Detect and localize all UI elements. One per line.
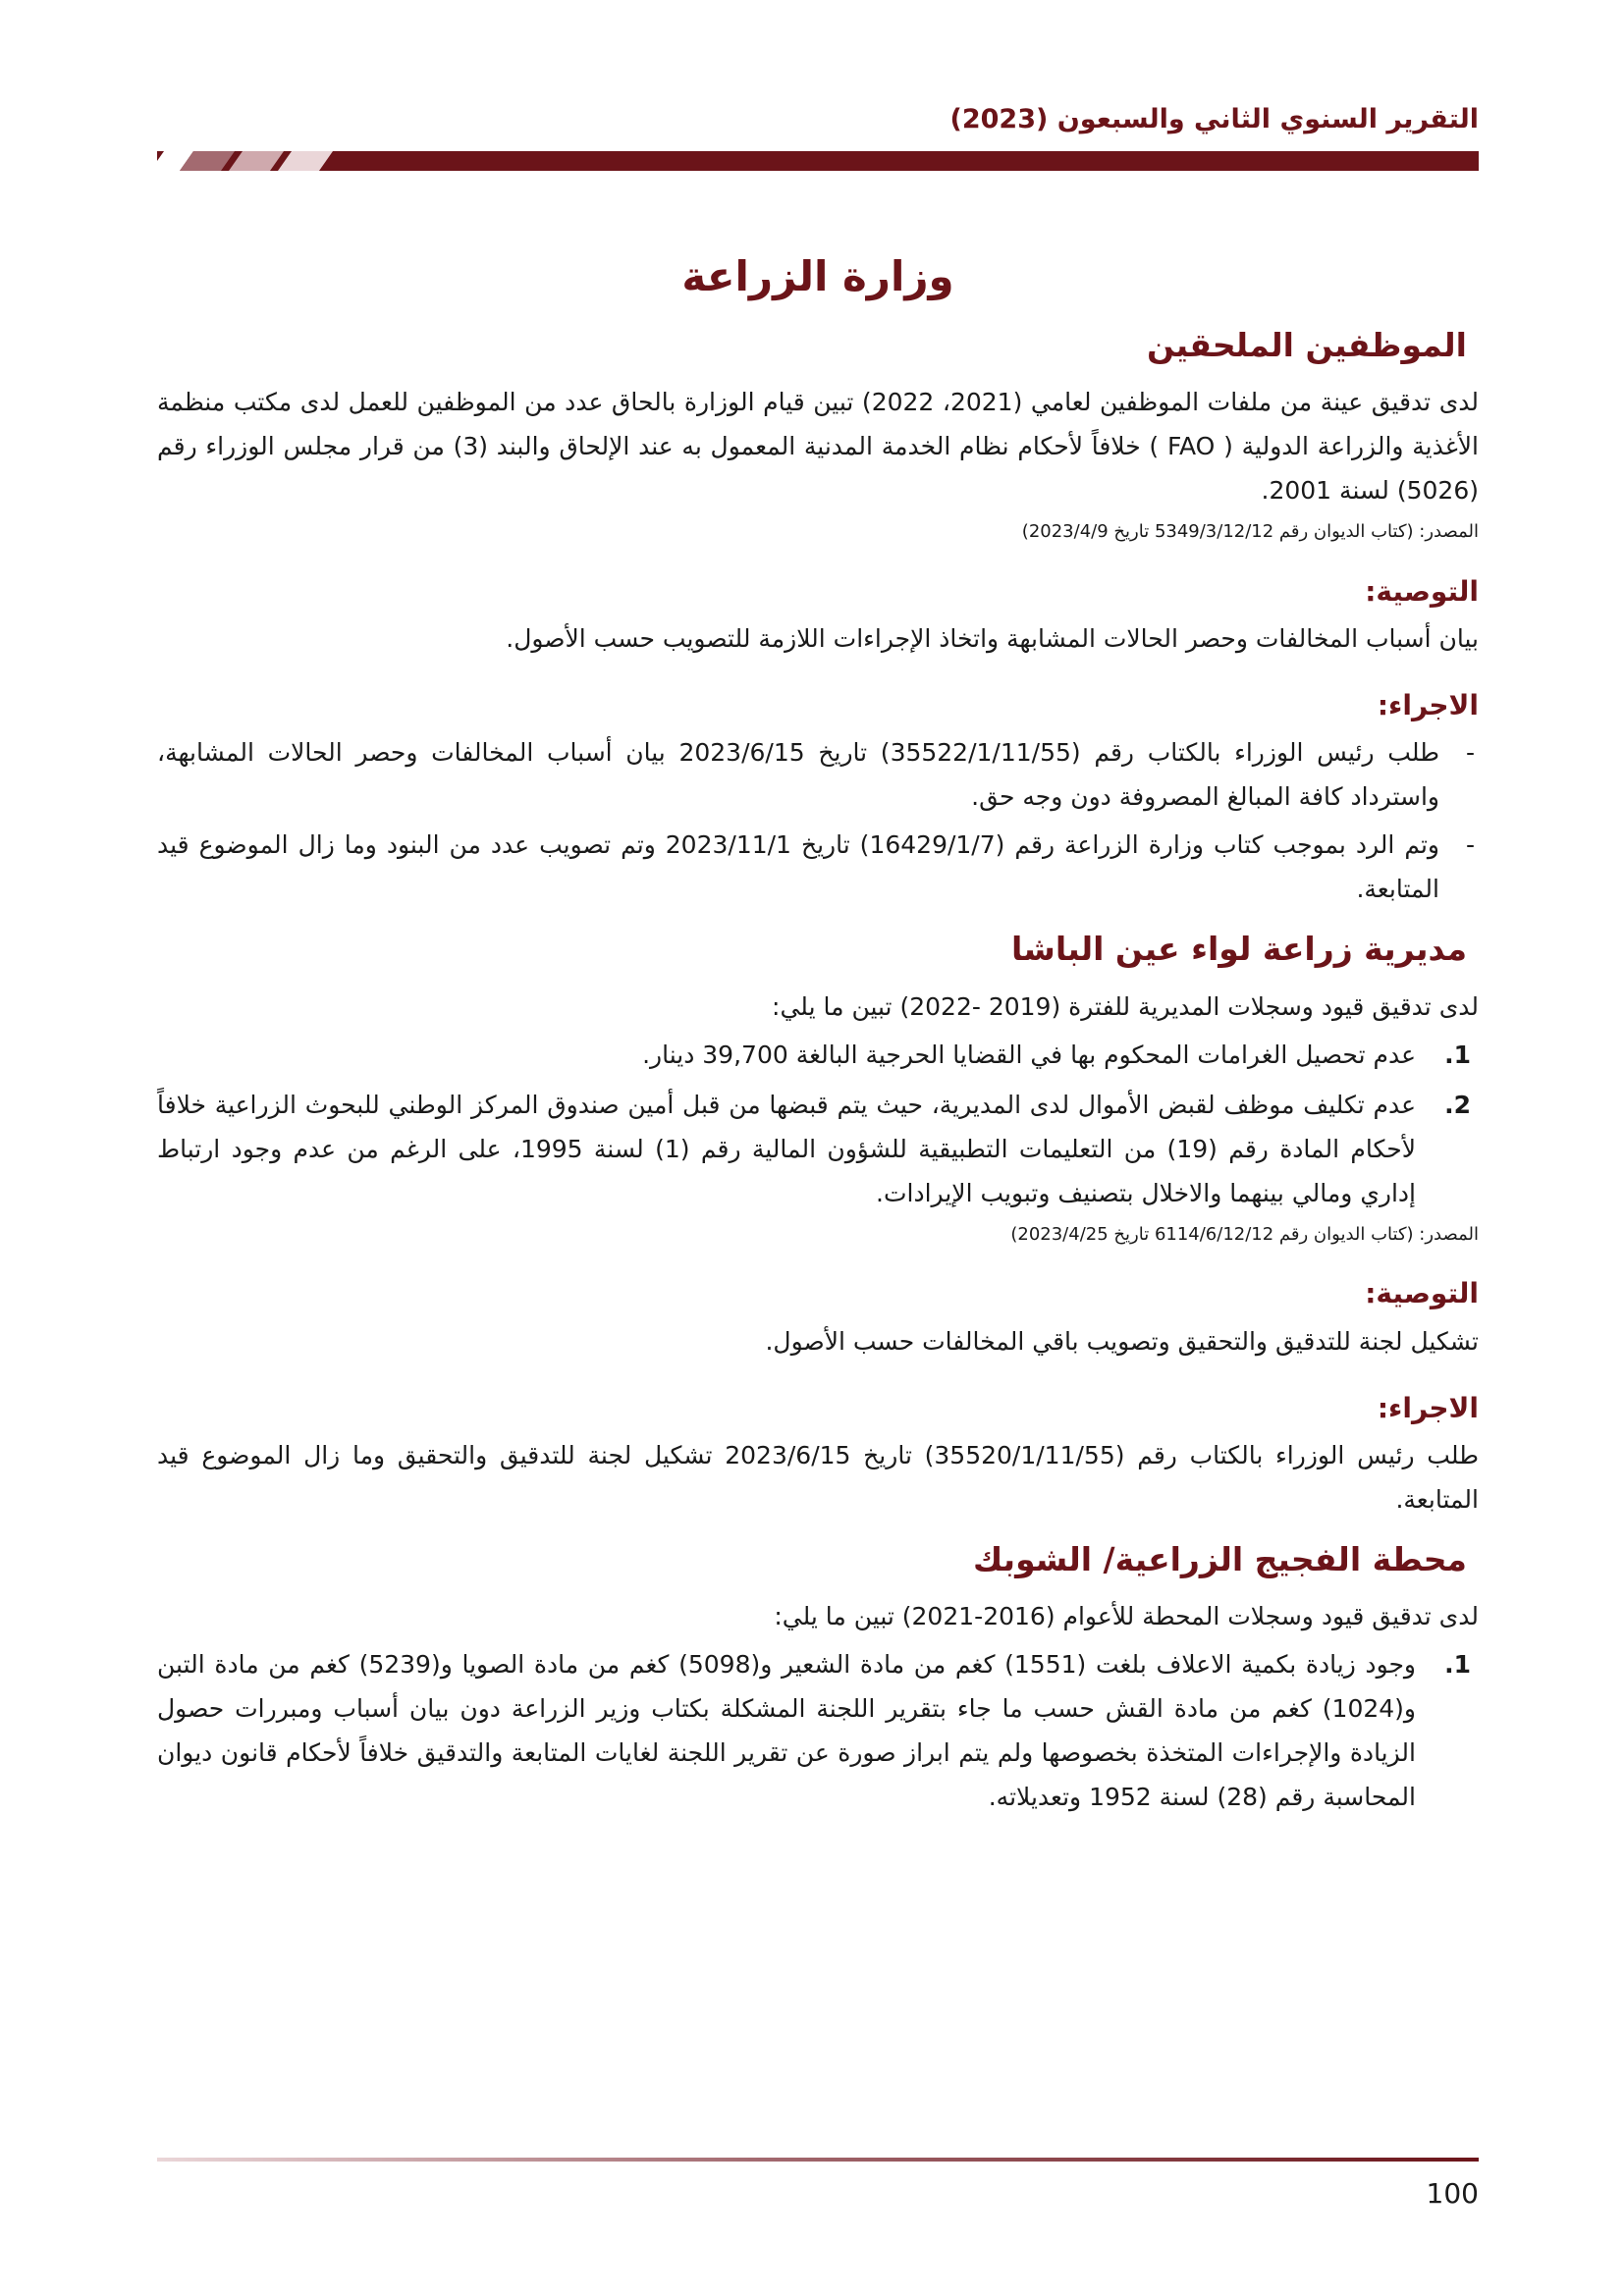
findings-list <box>157 1033 1479 1215</box>
recommendation-text: بيان أسباب المخالفات وحصر الحالات المشابهة واتخاذ الإجراءات اللازمة للتصويب حسب الأصول. <box>506 624 1479 654</box>
section-title-ain-albasha: مديرية زراعة لواء عين الباشا <box>1010 930 1467 969</box>
action-item: - وتم الرد بموجب كتاب وزارة الزراعة رقم (16429/1/7) تاريخ 2023/11/1 وتم تصويب عدد من البنود وما زال الموضوع قيد المتابعة. <box>157 823 1479 911</box>
action-heading: الاجراء: <box>1377 689 1479 722</box>
section-intro: لدى تدقيق قيود وسجلات المحطة للأعوام (2016-2021) تبين ما يلي: <box>774 1601 1479 1630</box>
finding-number: 1. <box>1444 1040 1471 1069</box>
finding-number: 2. <box>1444 1090 1471 1119</box>
findings-list <box>157 1642 1479 1819</box>
source-note: المصدر: (كتاب الديوان رقم 5349/3/12/12 تاريخ 2023/4/9) <box>1021 521 1479 543</box>
source-note: المصدر: (كتاب الديوان رقم 6114/6/12/12 تاريخ 2023/4/25) <box>1010 1223 1479 1245</box>
recommendation-heading: التوصية: <box>1365 574 1479 608</box>
page-title: وزارة الزراعة <box>681 252 954 300</box>
header-decorative-bar <box>0 151 1624 171</box>
section-body: لدى تدقيق عينة من ملفات الموظفين لعامي (2021، 2022) تبين قيام الوزارة بالحاق عدد من الموظفين للعمل لدى مكتب منظمة الأغذية والزراعة الدولية ( FAO ) خلافاً لأحكام نظام الخدمة المدنية المعمول به عند الإلحاق والبند (3) من قرار مجلس الوزراء رقم (5026) لسنة 2001. <box>157 388 1480 506</box>
section-title-attached-employees: الموظفين الملحقين <box>1146 326 1467 364</box>
finding-item <box>157 1083 1479 1215</box>
footer-divider <box>157 2158 1479 2162</box>
section-title-fujaij-station: محطة الفجيج الزراعية/ الشوبك <box>972 1539 1467 1578</box>
finding-text: عدم تحصيل الغرامات المحكوم بها في القضايا الحرجية البالغة 39,700 دينار. <box>642 1040 1416 1069</box>
action-text: طلب رئيس الوزراء بالكتاب رقم (35520/1/11/55) تاريخ 2023/6/15 تشكيل لجنة للتدقيق والتحقيق وما زال الموضوع قيد المتابعة. <box>157 1440 1479 1514</box>
page-number: 100 <box>1426 2177 1479 2210</box>
report-header-title: التقرير السنوي الثاني والسبعون (2023) <box>949 104 1479 134</box>
recommendation-heading: التوصية: <box>1365 1277 1479 1310</box>
section-intro: لدى تدقيق قيود وسجلات المديرية للفترة (2019 -2022) تبين ما يلي: <box>772 991 1479 1021</box>
finding-text: عدم تكليف موظف لقبض الأموال لدى المديرية، حيث يتم قبضها من قبل أمين صندوق المركز الوطني للبحوث الزراعية خلافاً لأحكام المادة رقم (19) من التعليمات التطبيقية للشؤون المالية رقم (1) لسنة 1995، على الرغم من عدم وجود ارتباط إداري ومالي بينهما والاخلال بتصنيف وتبويب الإيرادات. <box>157 1090 1417 1207</box>
finding-item <box>157 1642 1479 1819</box>
finding-number: 1. <box>1444 1649 1471 1679</box>
action-heading: الاجراء: <box>1377 1391 1479 1424</box>
action-item: - طلب رئيس الوزراء بالكتاب رقم (35522/1/11/55) تاريخ 2023/6/15 بيان أسباب المخالفات وحصر الحالات المشابهة، واسترداد كافة المبالغ المصروفة دون وجه حق. <box>157 730 1479 819</box>
recommendation-text: تشكيل لجنة للتدقيق والتحقيق وتصويب باقي المخالفات حسب الأصول. <box>765 1326 1479 1356</box>
header-bar-main <box>157 151 1479 171</box>
action-list <box>157 730 1479 911</box>
page-content <box>157 245 1479 1825</box>
finding-text: وجود زيادة بكمية الاعلاف بلغت (1551) كغم من مادة الشعير و(5098) كغم من مادة الصويا و(5239) كغم من مادة التبن و(1024) كغم من مادة القش حسب ما جاء بتقرير اللجنة المشكلة بكتاب وزير الزراعة دون بيان أسباب ومبررات حصول الزيادة والإجراءات المتخذة بخصوصها ولم يتم ابراز صورة عن تقرير اللجنة لغايات المتابعة والتدقيق خلافاً لأحكام قانون ديوان المحاسبة رقم (28) لسنة 1952 وتعديلاته. <box>157 1649 1417 1811</box>
finding-item <box>157 1033 1479 1077</box>
